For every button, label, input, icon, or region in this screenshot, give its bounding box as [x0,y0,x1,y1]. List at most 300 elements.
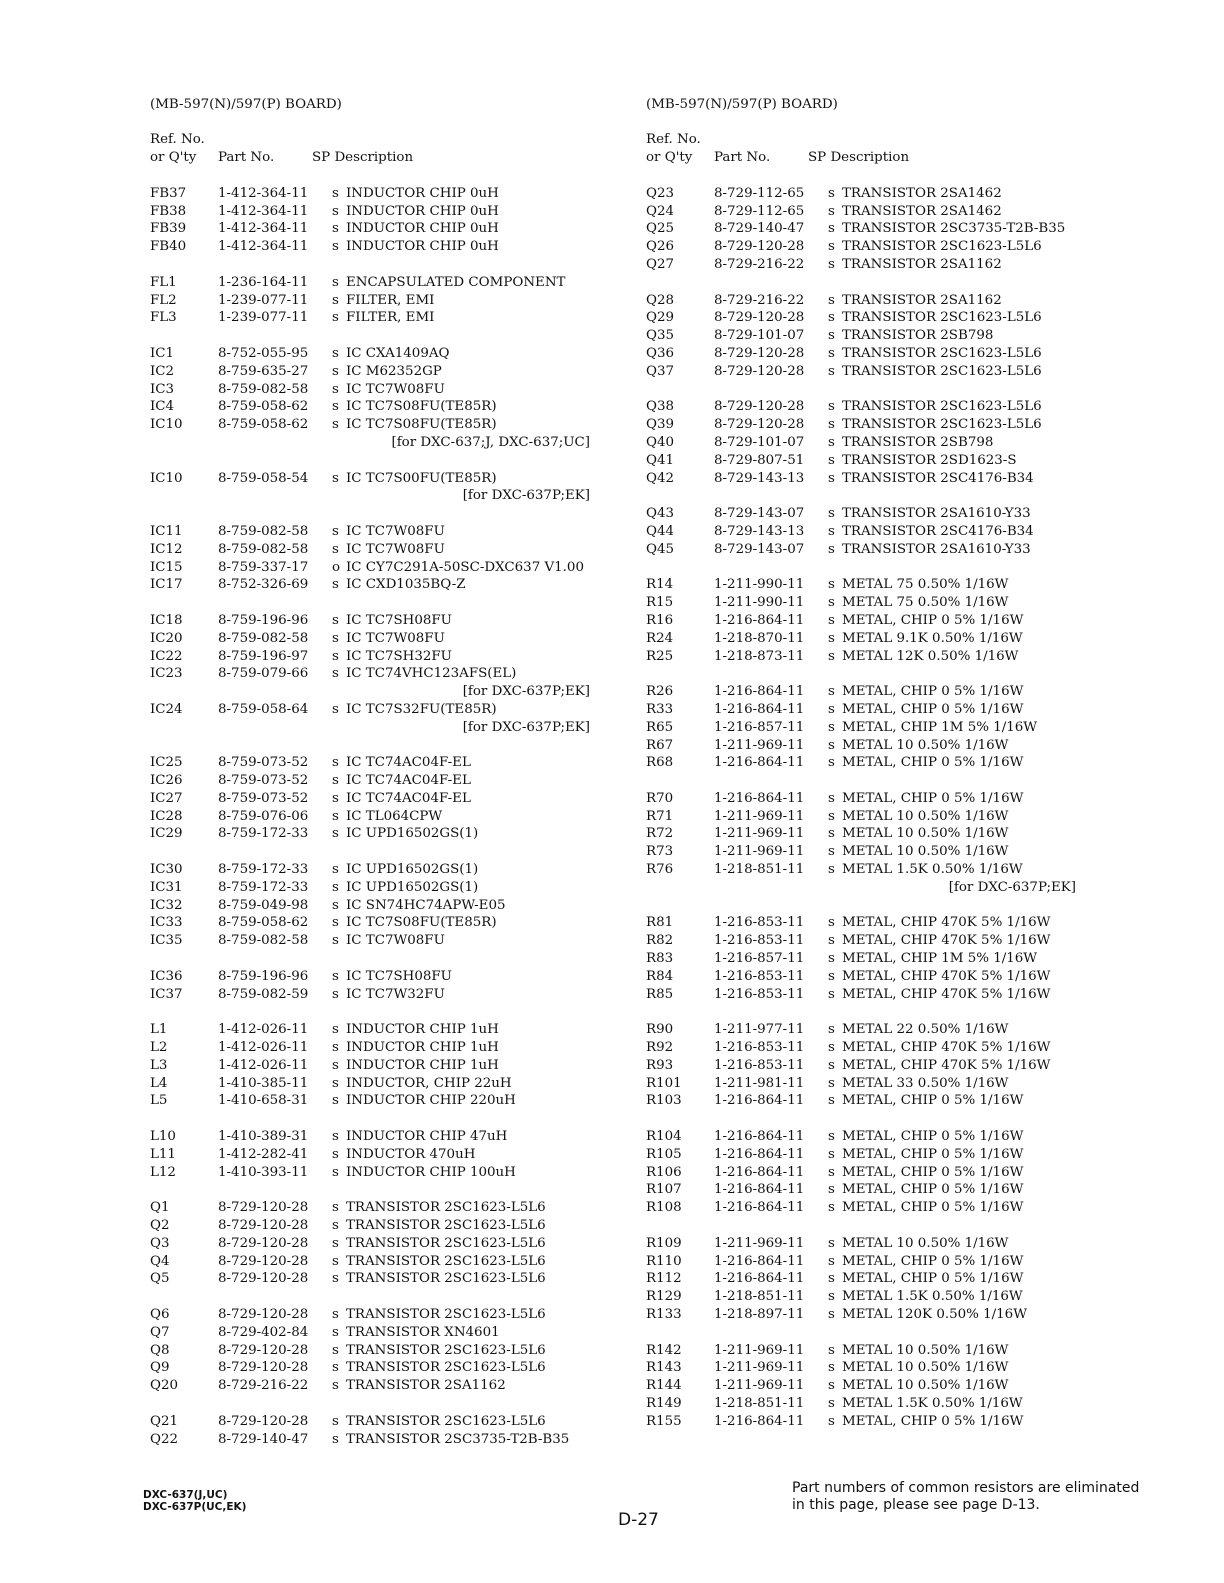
description: TRANSISTOR 2SA1610-Y33 [842,541,1031,557]
description: METAL, CHIP 470K 5% 1/16W [842,986,1051,1002]
part-no: 1-211-969-11 [714,1342,805,1358]
model-note: [for DXC-637P;EK] [462,719,590,735]
table-row [646,825,1106,843]
part-no: 8-729-101-07 [714,434,805,450]
parts-list [646,185,1106,1431]
part-no: 1-410-658-31 [218,1093,309,1109]
part-no: 8-729-216-22 [714,292,805,308]
table-row [150,1431,620,1449]
part-no: 1-211-969-11 [714,737,805,753]
part-no: 1-218-851-11 [714,1395,805,1411]
ref-no: R25 [646,648,674,664]
group-spacer [150,505,620,523]
part-no: 1-216-864-11 [714,1164,805,1180]
part-no: 8-759-082-58 [218,630,309,646]
table-row [646,256,1106,274]
table-row [150,1413,620,1431]
ref-no: Q35 [646,328,675,344]
description: METAL, CHIP 470K 5% 1/16W [842,915,1051,931]
description: METAL, CHIP 0 5% 1/16W [842,701,1024,717]
description: METAL 120K 0.50% 1/16W [842,1307,1027,1322]
description: TRANSISTOR 2SC3735-T2B-B35 [346,1431,570,1447]
description: TRANSISTOR 2SA1462 [842,185,1002,201]
sp-code: s [828,808,835,824]
description: TRANSISTOR 2SC1623-L5L6 [842,363,1042,379]
sp-code: s [332,221,339,237]
part-no: 1-216-853-11 [714,933,805,949]
description: TRANSISTOR 2SC1623-L5L6 [842,239,1042,255]
sp-code: s [332,666,339,682]
table-row [646,452,1106,470]
table-row [646,594,1106,612]
description: INDUCTOR CHIP 0uH [346,221,499,237]
group-spacer [150,1003,620,1021]
sp-code: s [828,648,835,664]
sp-code: s [332,274,339,290]
sp-code: o [332,559,341,575]
group-spacer [150,1110,620,1128]
description: TRANSISTOR 2SC4176-B34 [842,523,1034,539]
description: TRANSISTOR 2SA1610-Y33 [842,506,1031,522]
sp-code: s [332,1253,339,1269]
part-no: 8-729-120-28 [218,1253,309,1269]
ref-no: Q26 [646,239,675,255]
table-row [646,1199,1106,1217]
sp-code: s [332,470,339,486]
table-row [150,1021,620,1039]
ref-no: R85 [646,986,674,1002]
group-spacer [646,897,1106,915]
ref-no: R129 [646,1289,682,1305]
table-row [150,897,620,915]
sp-code: s [828,310,835,326]
description: METAL, CHIP 470K 5% 1/16W [842,933,1051,949]
sp-code: s [332,1378,339,1394]
ref-no: R68 [646,755,674,771]
ref-no: R90 [646,1022,674,1038]
sp-code: s [828,1342,835,1358]
sp-code: s [828,1360,835,1376]
table-row [150,1075,620,1093]
header-ref-no: Ref. No. [646,131,701,147]
table-row [646,398,1106,416]
table-row [150,1039,620,1057]
description: TRANSISTOR 2SC1623-L5L6 [842,399,1042,415]
part-no: 8-729-120-28 [714,399,805,415]
table-header [646,131,1106,167]
part-no: 8-759-082-59 [218,986,309,1002]
ref-no: FB40 [150,239,187,255]
table-row [150,648,620,666]
sp-code: s [332,523,339,539]
description: IC TC7W32FU [346,986,445,1002]
part-no: 8-759-073-52 [218,790,309,806]
board-title: (MB-597(N)/597(P) BOARD) [646,97,838,112]
ref-no: IC31 [150,879,183,895]
group-spacer [150,594,620,612]
ref-no: R81 [646,915,674,931]
description: IC TC7W08FU [346,933,445,949]
table-row [150,220,620,238]
sp-code: s [332,1040,339,1056]
description: IC TL064CPW [346,808,443,824]
ref-no: IC15 [150,559,183,575]
description: IC UPD16502GS(1) [346,879,479,895]
page-number: D-27 [618,1510,659,1530]
part-no: 8-729-216-22 [714,256,805,272]
header-part-no: Part No. [218,149,275,165]
sp-code: s [828,256,835,272]
description: METAL, CHIP 0 5% 1/16W [842,612,1024,628]
sp-code: s [828,185,835,201]
ref-no: IC28 [150,808,183,824]
part-no: 1-218-873-11 [714,648,805,664]
description: TRANSISTOR 2SC1623-L5L6 [346,1360,546,1376]
sp-code: s [332,541,339,557]
ref-no: FB38 [150,203,187,219]
ref-no: R82 [646,933,674,949]
description: TRANSISTOR 2SA1462 [842,203,1002,219]
description: METAL, CHIP 0 5% 1/16W [842,1200,1024,1216]
description: INDUCTOR CHIP 100uH [346,1164,516,1180]
table-row [646,576,1106,594]
table-row [646,737,1106,755]
table-row [646,327,1106,345]
table-row [646,754,1106,772]
table-row [150,238,620,256]
sp-code: s [828,844,835,860]
sp-code: s [332,968,339,984]
description: IC TC7S08FU(TE85R) [346,399,497,415]
part-no: 1-216-864-11 [714,1146,805,1162]
table-row [150,523,620,541]
description: INDUCTOR CHIP 220uH [346,1093,516,1109]
ref-no: IC11 [150,523,183,539]
sp-code: s [828,951,835,967]
group-spacer [646,1217,1106,1235]
table-row [646,1413,1106,1431]
sp-code: s [828,1146,835,1162]
sp-code: s [828,719,835,735]
part-no: 1-218-897-11 [714,1307,805,1322]
table-row [646,968,1106,986]
sp-code: s [828,221,835,237]
part-no: 8-759-058-62 [218,417,309,433]
sp-code: s [828,986,835,1002]
part-no: 8-729-807-51 [714,452,805,468]
ref-no: FB37 [150,185,187,201]
ref-no: Q21 [150,1413,179,1429]
table-row [646,1377,1106,1395]
part-no: 8-729-140-47 [714,221,805,237]
sp-code: s [828,1307,835,1322]
description: METAL 12K 0.50% 1/16W [842,648,1019,664]
sp-code: s [828,1057,835,1073]
description: METAL 10 0.50% 1/16W [842,1342,1009,1358]
part-no: 8-729-140-47 [218,1431,309,1447]
description: INDUCTOR CHIP 1uH [346,1022,499,1038]
table-row [150,1359,620,1377]
table-row [150,1057,620,1075]
part-no: 1-216-853-11 [714,1040,805,1056]
ref-no: R24 [646,630,674,646]
part-no: 1-216-864-11 [714,790,805,806]
table-row [646,648,1106,666]
footer-note [792,1480,1139,1514]
table-row [646,914,1106,932]
description: IC TC7W08FU [346,381,445,397]
table-row [646,416,1106,434]
description: TRANSISTOR 2SC3735-T2B-B35 [842,221,1066,237]
table-row [646,1164,1106,1182]
description: METAL, CHIP 470K 5% 1/16W [842,1040,1051,1056]
table-row [646,1359,1106,1377]
table-row [150,1377,620,1395]
ref-no: R93 [646,1057,674,1073]
part-no: 1-211-969-11 [714,1378,805,1394]
ref-no: IC25 [150,755,183,771]
part-no: 1-216-864-11 [714,1253,805,1269]
part-no: 8-729-120-28 [218,1342,309,1358]
part-no: 8-729-120-28 [218,1200,309,1216]
part-no: 1-216-864-11 [714,612,805,628]
part-no: 8-729-143-07 [714,506,805,522]
table-row [150,416,620,434]
ref-no: Q36 [646,345,675,361]
table-row [150,612,620,630]
ref-no: R105 [646,1146,682,1162]
table-row [150,470,620,488]
table-row [150,1128,620,1146]
table-row [150,345,620,363]
group-spacer [150,1395,620,1413]
sp-code: s [828,363,835,379]
footer-note-line: in this page, please see page D-13. [792,1497,1040,1513]
part-no: 1-211-969-11 [714,808,805,824]
part-no: 8-729-143-13 [714,470,805,486]
group-spacer [150,843,620,861]
part-no: 8-759-049-98 [218,897,309,913]
table-row [646,808,1106,826]
table-row [646,203,1106,221]
ref-no: Q6 [150,1307,170,1322]
sp-code: s [828,684,835,700]
description: IC TC74AC04F-EL [346,773,471,789]
model-note: [for DXC-637P;EK] [948,879,1076,895]
description: TRANSISTOR 2SC1623-L5L6 [346,1342,546,1358]
table-row [150,292,620,310]
part-no: 1-216-853-11 [714,915,805,931]
ref-no: IC18 [150,612,183,628]
ref-no: Q8 [150,1342,170,1358]
description: METAL, CHIP 0 5% 1/16W [842,1253,1024,1269]
table-row [646,1270,1106,1288]
table-row [150,309,620,327]
description: METAL 10 0.50% 1/16W [842,826,1009,842]
ref-no: L2 [150,1040,168,1056]
table-row [150,701,620,719]
description: TRANSISTOR 2SD1623-S [842,452,1017,468]
ref-no: R144 [646,1378,682,1394]
ref-no: Q5 [150,1271,170,1287]
ref-no: Q24 [646,203,675,219]
ref-no: Q39 [646,417,675,433]
table-row [150,772,620,790]
part-no: 1-218-851-11 [714,1289,805,1305]
part-no: 1-211-990-11 [714,595,805,611]
description: IC CY7C291A-50SC-DXC637 V1.00 [346,559,584,575]
ref-no: R133 [646,1307,682,1322]
table-row [646,1342,1106,1360]
sp-code: s [828,737,835,753]
part-no: 1-216-864-11 [714,1413,805,1429]
part-no: 8-759-082-58 [218,933,309,949]
description: METAL, CHIP 1M 5% 1/16W [842,719,1038,735]
table-row [646,1092,1106,1110]
ref-no: IC17 [150,577,183,593]
sp-code: s [332,986,339,1002]
ref-no: Q29 [646,310,675,326]
description: TRANSISTOR 2SA1162 [842,292,1002,308]
sp-code: s [828,470,835,486]
ref-no: IC22 [150,648,183,664]
model-note: [for DXC-637P;EK] [462,488,590,504]
description: IC UPD16502GS(1) [346,826,479,842]
sp-code: s [332,897,339,913]
description: TRANSISTOR 2SC1623-L5L6 [842,345,1042,361]
description: INDUCTOR 470uH [346,1146,476,1162]
sp-code: s [828,292,835,308]
ref-no: Q42 [646,470,675,486]
table-row [150,1342,620,1360]
table-row [646,719,1106,737]
sp-code: s [332,185,339,201]
sp-code: s [332,1431,339,1447]
table-row [150,861,620,879]
ref-no: Q4 [150,1253,170,1269]
description: IC TC74AC04F-EL [346,755,471,771]
part-no: 8-759-073-52 [218,773,309,789]
sp-code: s [828,1164,835,1180]
ref-no: IC4 [150,399,175,415]
table-row [150,790,620,808]
part-no: 8-729-402-84 [218,1324,309,1340]
part-no: 8-759-196-96 [218,968,309,984]
table-row [150,1235,620,1253]
table-row [150,754,620,772]
part-no: 8-759-058-64 [218,701,309,717]
ref-no: IC35 [150,933,183,949]
board-title: (MB-597(N)/597(P) BOARD) [150,97,342,112]
part-no: 8-729-120-28 [714,239,805,255]
part-no: 8-729-120-28 [218,1360,309,1376]
description: IC SN74HC74APW-E05 [346,897,506,913]
sp-code: s [828,968,835,984]
description: TRANSISTOR 2SB798 [842,434,994,450]
group-spacer [150,950,620,968]
ref-no: FB39 [150,221,187,237]
ref-no: IC23 [150,666,183,682]
description: TRANSISTOR 2SC1623-L5L6 [346,1253,546,1269]
sp-code: s [828,1075,835,1091]
part-no: 1-239-077-11 [218,292,309,308]
ref-no: R101 [646,1075,682,1091]
ref-no: R112 [646,1271,682,1287]
model-note: [for DXC-637;J, DXC-637;UC] [391,434,590,450]
description: METAL, CHIP 0 5% 1/16W [842,790,1024,806]
description: IC CXD1035BQ-Z [346,577,466,593]
part-no: 8-759-172-33 [218,826,309,842]
ref-no: R109 [646,1235,682,1251]
ref-no: R70 [646,790,674,806]
description: METAL, CHIP 0 5% 1/16W [842,684,1024,700]
table-row [150,630,620,648]
ref-no: IC1 [150,345,175,361]
part-no: 1-410-389-31 [218,1129,309,1145]
sp-code: s [332,630,339,646]
table-row [646,1235,1106,1253]
table-row [150,808,620,826]
group-spacer [646,1110,1106,1128]
table-row [150,1199,620,1217]
table-row [150,665,620,683]
description: IC TC7S00FU(TE85R) [346,470,497,486]
table-row [646,861,1106,879]
right-column [646,96,1106,1431]
description: TRANSISTOR 2SB798 [842,328,994,344]
part-no: 1-211-969-11 [714,844,805,860]
part-no: 8-729-143-07 [714,541,805,557]
table-row [646,309,1106,327]
part-no: 8-759-196-96 [218,612,309,628]
table-row [646,1253,1106,1271]
part-no: 8-729-120-28 [714,417,805,433]
model-numbers [143,1489,246,1513]
sp-code: s [828,1200,835,1216]
description: TRANSISTOR 2SC1623-L5L6 [346,1200,546,1216]
ref-no: IC29 [150,826,183,842]
part-no: 1-216-857-11 [714,719,805,735]
sp-code: s [332,808,339,824]
ref-no: R67 [646,737,674,753]
table-row [646,932,1106,950]
part-no: 1-211-969-11 [714,1360,805,1376]
part-no: 8-729-120-28 [218,1235,309,1251]
parts-list [150,185,620,1449]
ref-no: IC3 [150,381,175,397]
ref-no: R76 [646,862,674,878]
description: INDUCTOR CHIP 0uH [346,239,499,255]
sp-code: s [332,933,339,949]
model-number: DXC-637P(UC,EK) [143,1501,247,1513]
ref-no: IC20 [150,630,183,646]
description: METAL 9.1K 0.50% 1/16W [842,630,1023,646]
ref-no: IC27 [150,790,183,806]
description: METAL, CHIP 0 5% 1/16W [842,1271,1024,1287]
ref-no: Q2 [150,1218,170,1234]
description: METAL 1.5K 0.50% 1/16W [842,1395,1023,1411]
description: METAL 22 0.50% 1/16W [842,1022,1009,1038]
ref-no: Q1 [150,1200,170,1216]
group-spacer [646,381,1106,399]
sp-code: s [332,203,339,219]
description: METAL 10 0.50% 1/16W [842,1378,1009,1394]
part-no: 1-211-969-11 [714,1235,805,1251]
footer-note-line: Part numbers of common resistors are eliminated [792,1480,1140,1496]
description: IC TC7W08FU [346,630,445,646]
ref-no: R108 [646,1200,682,1216]
group-spacer [150,737,620,755]
